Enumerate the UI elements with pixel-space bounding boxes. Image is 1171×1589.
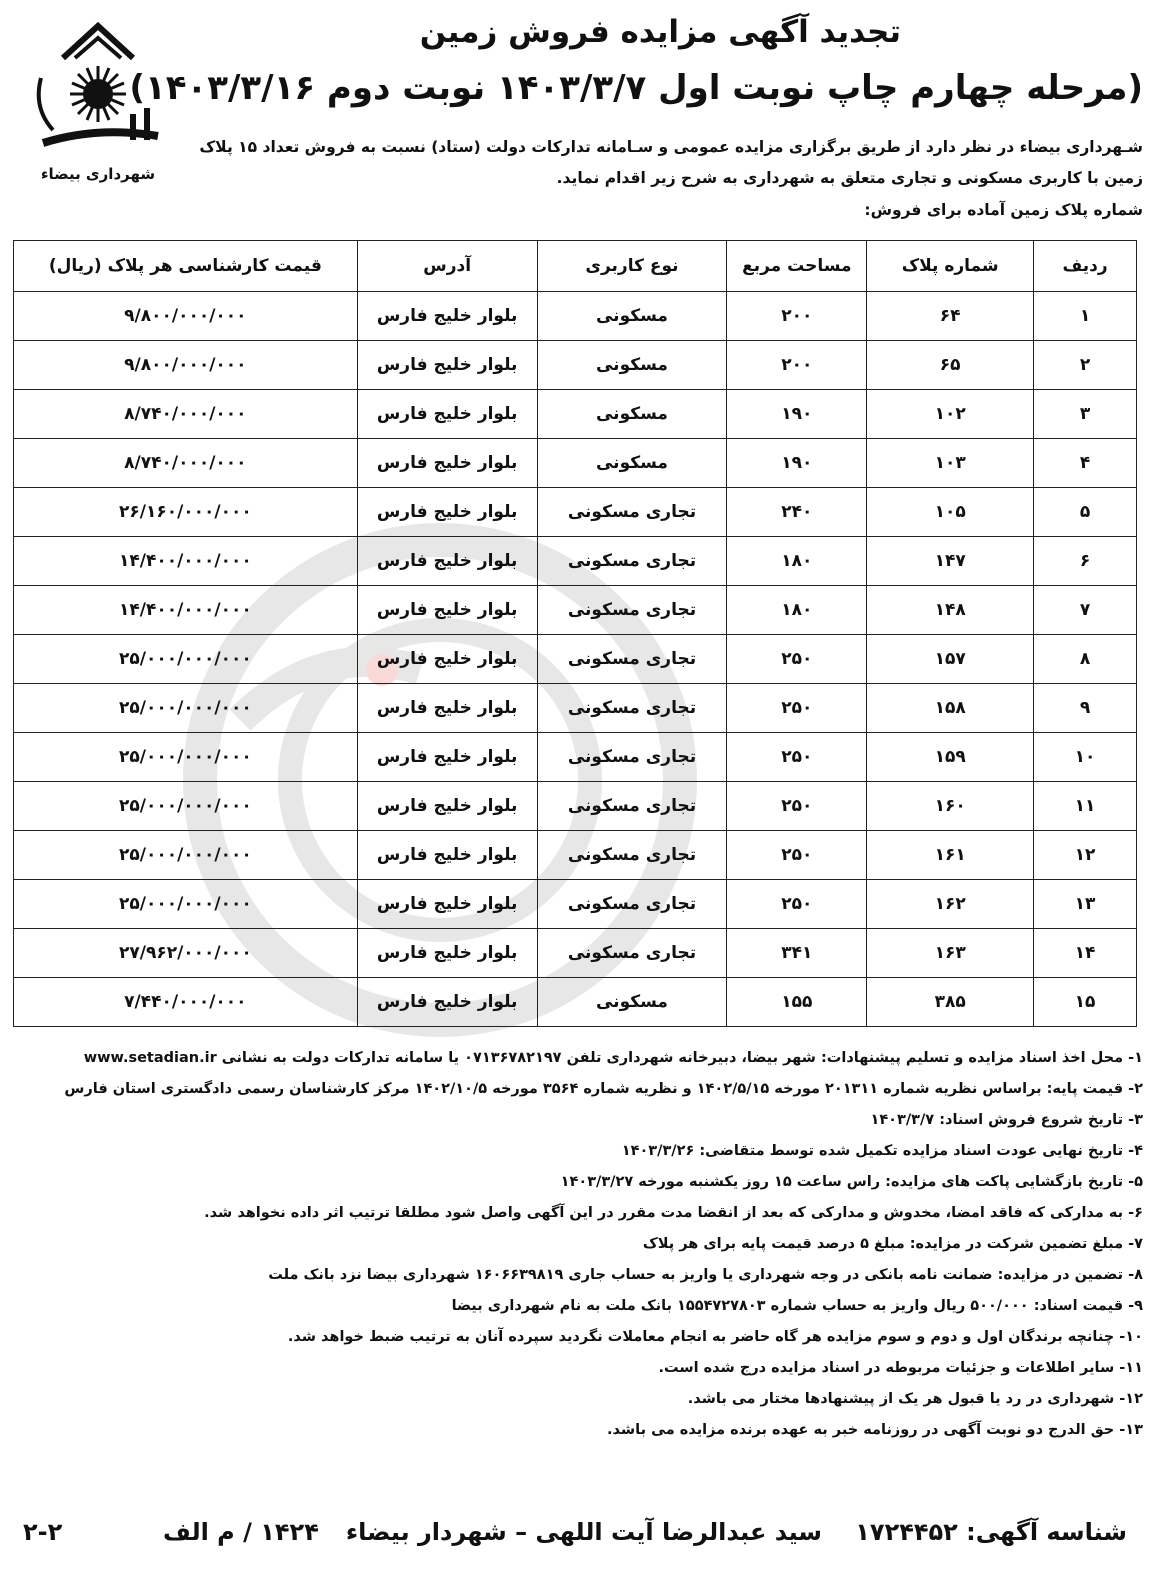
table-cell: ۲۵۰ xyxy=(727,880,867,929)
table-row xyxy=(14,390,1137,439)
header-cell: نوع کاربری xyxy=(537,241,727,292)
table-cell: ۸ xyxy=(1034,635,1137,684)
table-row xyxy=(14,488,1137,537)
condition-item: ۴- تاریخ نهایی عودت اسناد مزایده تکمیل شده توسط متقاضی: ۱۴۰۳/۳/۲۶ xyxy=(621,1143,1143,1159)
table-row xyxy=(14,586,1137,635)
table-row xyxy=(14,733,1137,782)
plates-label: شماره پلاک زمین آماده برای فروش: xyxy=(864,201,1143,219)
reference-number: ۱۴۲۴ / م الف xyxy=(163,1518,319,1546)
table-cell: ۱۴/۴۰۰/۰۰۰/۰۰۰ xyxy=(14,586,358,635)
table-cell: ۱۲ xyxy=(1034,831,1137,880)
table-cell: بلوار خلیج فارس xyxy=(357,488,537,537)
intro-paragraph: شـهرداری بیضاء در نظر دارد از طریق برگزاری مزایده عمومی و سـامانه تدارکات دولت (ستاد) نسبت به فروش تعداد ۱۵ پلاک زمین با کاربری مسکونی و تجاری متعلق به شهرداری به شرح زیر اقدام نماید. xyxy=(199,138,1143,187)
table-cell: ۲۵۰ xyxy=(727,733,867,782)
table-cell: ۹/۸۰۰/۰۰۰/۰۰۰ xyxy=(14,292,358,341)
header-cell: مساحت مربع xyxy=(727,241,867,292)
header-cell: ردیف xyxy=(1034,241,1137,292)
table-cell: ۲۵۰ xyxy=(727,782,867,831)
table-cell: ۱۰۲ xyxy=(867,390,1034,439)
conditions-list xyxy=(23,1043,1143,1446)
table-cell: بلوار خلیج فارس xyxy=(357,978,537,1027)
condition-item: ۹- قیمت اسناد: ۵۰۰/۰۰۰ ریال واریز به حساب شماره ۱۵۵۴۷۲۷۸۰۳ بانک ملت به نام شهرداری بیضا xyxy=(451,1298,1143,1314)
table-cell: تجاری مسکونی xyxy=(537,782,727,831)
table-cell: تجاری مسکونی xyxy=(537,733,727,782)
table-body xyxy=(14,292,1137,1027)
table-row xyxy=(14,831,1137,880)
table-row xyxy=(14,439,1137,488)
condition-item: ۵- تاریخ بازگشایی پاکت های مزایده: راس ساعت ۱۵ روز یکشنبه مورخه ۱۴۰۳/۳/۲۷ xyxy=(560,1174,1143,1190)
table-cell: ۲۵۰ xyxy=(727,635,867,684)
table-cell: ۱۸۰ xyxy=(727,586,867,635)
table-cell: ۳۴۱ xyxy=(727,929,867,978)
table-cell: ۲۷/۹۶۲/۰۰۰/۰۰۰ xyxy=(14,929,358,978)
table-cell: ۳۸۵ xyxy=(867,978,1034,1027)
table-cell: ۱۰۵ xyxy=(867,488,1034,537)
table-cell: ۶۴ xyxy=(867,292,1034,341)
table-cell: بلوار خلیج فارس xyxy=(357,831,537,880)
condition-item: ۱۳- حق الدرج دو نوبت آگهی در روزنامه خبر به عهده برنده مزایده می باشد. xyxy=(606,1422,1143,1438)
table-cell: بلوار خلیج فارس xyxy=(357,537,537,586)
table-cell: ۱۰۳ xyxy=(867,439,1034,488)
condition-item: ۷- مبلغ تضمین شرکت در مزایده: مبلغ ۵ درصد قیمت پایه برای هر پلاک xyxy=(642,1236,1143,1252)
condition-item: ۱۱- سایر اطلاعات و جزئیات مربوطه در اسناد مزایده درج شده است. xyxy=(658,1360,1143,1376)
table-cell: ۳ xyxy=(1034,390,1137,439)
table-cell: ۱۵۹ xyxy=(867,733,1034,782)
land-plots-table xyxy=(13,240,1137,1027)
table-cell: ۱۰ xyxy=(1034,733,1137,782)
table-row xyxy=(14,880,1137,929)
table-cell: ۲ xyxy=(1034,341,1137,390)
table-row xyxy=(14,782,1137,831)
condition-item: ۱۰- چنانچه برندگان اول و دوم و سوم مزایده هر گاه حاضر به انجام معاملات نگردید سپرده آنان به ترتیب ضبط خواهد شد. xyxy=(287,1329,1143,1345)
table-cell: مسکونی xyxy=(537,390,727,439)
table-cell: تجاری مسکونی xyxy=(537,831,727,880)
table-cell: بلوار خلیج فارس xyxy=(357,586,537,635)
table-row xyxy=(14,341,1137,390)
condition-item: ۸- تضمین در مزایده: ضمانت نامه بانکی در وجه شهرداری یا واریز به حساب جاری ۱۶۰۶۶۳۹۸۱۹ شهرداری بیضا نزد بانک ملت xyxy=(268,1267,1143,1283)
table-cell: تجاری مسکونی xyxy=(537,880,727,929)
mayor-signature: سید عبدالرضا آیت اللهی – شهردار بیضاء xyxy=(345,1518,822,1546)
table-cell: مسکونی xyxy=(537,978,727,1027)
table-cell: ۱۹۰ xyxy=(727,439,867,488)
table-cell: بلوار خلیج فارس xyxy=(357,341,537,390)
table-cell: ۱۸۰ xyxy=(727,537,867,586)
page-subtitle: (مرحله چهارم چاپ نوبت اول ۱۴۰۳/۳/۷ نوبت دوم ۱۴۰۳/۳/۱۶) xyxy=(129,68,1143,108)
table-row xyxy=(14,537,1137,586)
footer xyxy=(13,1510,1137,1560)
table-cell: تجاری مسکونی xyxy=(537,586,727,635)
condition-item: ۱- محل اخذ اسناد مزایده و تسلیم پیشنهادات: شهر بیضا، دبیرخانه شهرداری تلفن ۰۷۱۳۶۷۸۲۱۹۷ یا سامانه تدارکات دولت به نشانی www.setadian.ir xyxy=(83,1050,1143,1066)
table-cell: تجاری مسکونی xyxy=(537,537,727,586)
condition-item: ۳- تاریخ شروع فروش اسناد: ۱۴۰۳/۳/۷ xyxy=(870,1112,1143,1128)
table-cell: ۲۰۰ xyxy=(727,292,867,341)
table-cell: ۲۵۰ xyxy=(727,684,867,733)
table-cell: ۵ xyxy=(1034,488,1137,537)
table-row xyxy=(14,929,1137,978)
table-cell: ۹ xyxy=(1034,684,1137,733)
header-cell: قیمت کارشناسی هر پلاک (ریال) xyxy=(14,241,358,292)
table-cell: ۸/۷۴۰/۰۰۰/۰۰۰ xyxy=(14,390,358,439)
table-cell: ۲۵/۰۰۰/۰۰۰/۰۰۰ xyxy=(14,684,358,733)
table-cell: ۱۳ xyxy=(1034,880,1137,929)
table-cell: ۱ xyxy=(1034,292,1137,341)
table-cell: ۱۶۱ xyxy=(867,831,1034,880)
page-number: ۲-۲ xyxy=(23,1518,63,1546)
table-cell: ۱۴ xyxy=(1034,929,1137,978)
table-cell: ۴ xyxy=(1034,439,1137,488)
table-cell: بلوار خلیج فارس xyxy=(357,390,537,439)
table-row xyxy=(14,635,1137,684)
table-row xyxy=(14,684,1137,733)
table-cell: ۱۶۰ xyxy=(867,782,1034,831)
table-cell: بلوار خلیج فارس xyxy=(357,782,537,831)
page-title: تجدید آگهی مزایده فروش زمین xyxy=(419,14,901,50)
table-cell: ۱۶۳ xyxy=(867,929,1034,978)
table-cell: مسکونی xyxy=(537,292,727,341)
table-cell: ۶۵ xyxy=(867,341,1034,390)
table-cell: ۲۵/۰۰۰/۰۰۰/۰۰۰ xyxy=(14,733,358,782)
table-cell: بلوار خلیج فارس xyxy=(357,929,537,978)
table-cell: ۲۵/۰۰۰/۰۰۰/۰۰۰ xyxy=(14,880,358,929)
table-cell: ۱۵ xyxy=(1034,978,1137,1027)
table-cell: بلوار خلیج فارس xyxy=(357,635,537,684)
table-cell: مسکونی xyxy=(537,439,727,488)
condition-item: ۱۲- شهرداری در رد یا قبول هر یک از پیشنهادها مختار می باشد. xyxy=(687,1391,1143,1407)
table-cell: ۶ xyxy=(1034,537,1137,586)
table-cell: ۲۶/۱۶۰/۰۰۰/۰۰۰ xyxy=(14,488,358,537)
table-cell: بلوار خلیج فارس xyxy=(357,880,537,929)
table-header-row xyxy=(14,241,1137,292)
table-cell: ۱۵۵ xyxy=(727,978,867,1027)
table-cell: ۱۱ xyxy=(1034,782,1137,831)
table-cell: ۸/۷۴۰/۰۰۰/۰۰۰ xyxy=(14,439,358,488)
table-cell: ۲۵/۰۰۰/۰۰۰/۰۰۰ xyxy=(14,635,358,684)
table-cell: ۱۴۷ xyxy=(867,537,1034,586)
table-cell: ۱۴/۴۰۰/۰۰۰/۰۰۰ xyxy=(14,537,358,586)
table-cell: بلوار خلیج فارس xyxy=(357,292,537,341)
table-cell: ۱۴۸ xyxy=(867,586,1034,635)
table-cell: ۱۶۲ xyxy=(867,880,1034,929)
table-cell: ۲۵۰ xyxy=(727,831,867,880)
logo-caption: شهرداری بیضاء xyxy=(40,165,156,183)
header-cell: شماره پلاک xyxy=(867,241,1034,292)
ad-code: شناسه آگهی: ۱۷۲۴۴۵۲ xyxy=(855,1518,1127,1546)
table-cell: ۲۰۰ xyxy=(727,341,867,390)
table-cell: ۹/۸۰۰/۰۰۰/۰۰۰ xyxy=(14,341,358,390)
table-cell: تجاری مسکونی xyxy=(537,635,727,684)
condition-item: ۲- قیمت پایه: براساس نظریه شماره ۲۰۱۳۱۱ مورخه ۱۴۰۲/۵/۱۵ و نظریه شماره ۳۵۶۴ مورخه ۱۴۰۲/۱۰/۵ مرکز کارشناسان رسمی دادگستری استان فارس xyxy=(64,1081,1143,1097)
table-cell: ۱۹۰ xyxy=(727,390,867,439)
table-cell: مسکونی xyxy=(537,341,727,390)
table-cell: بلوار خلیج فارس xyxy=(357,439,537,488)
table-row xyxy=(14,978,1137,1027)
table-cell: ۲۵/۰۰۰/۰۰۰/۰۰۰ xyxy=(14,831,358,880)
table-cell: بلوار خلیج فارس xyxy=(357,684,537,733)
table-cell: ۱۵۸ xyxy=(867,684,1034,733)
table-cell: ۲۵/۰۰۰/۰۰۰/۰۰۰ xyxy=(14,782,358,831)
condition-item: ۶- به مدارکی که فاقد امضا، مخدوش و مدارکی که بعد از انقضا مدت مقرر در این آگهی واصل شود مطلقا ترتیب اثر داده نخواهد شد. xyxy=(204,1205,1143,1221)
table-cell: تجاری مسکونی xyxy=(537,488,727,537)
table-cell: تجاری مسکونی xyxy=(537,684,727,733)
table-cell: تجاری مسکونی xyxy=(537,929,727,978)
table-cell: ۱۵۷ xyxy=(867,635,1034,684)
table-cell: ۲۴۰ xyxy=(727,488,867,537)
table-cell: ۷/۴۴۰/۰۰۰/۰۰۰ xyxy=(14,978,358,1027)
header-cell: آدرس xyxy=(357,241,537,292)
table-cell: بلوار خلیج فارس xyxy=(357,733,537,782)
table-cell: ۷ xyxy=(1034,586,1137,635)
table-row xyxy=(14,292,1137,341)
